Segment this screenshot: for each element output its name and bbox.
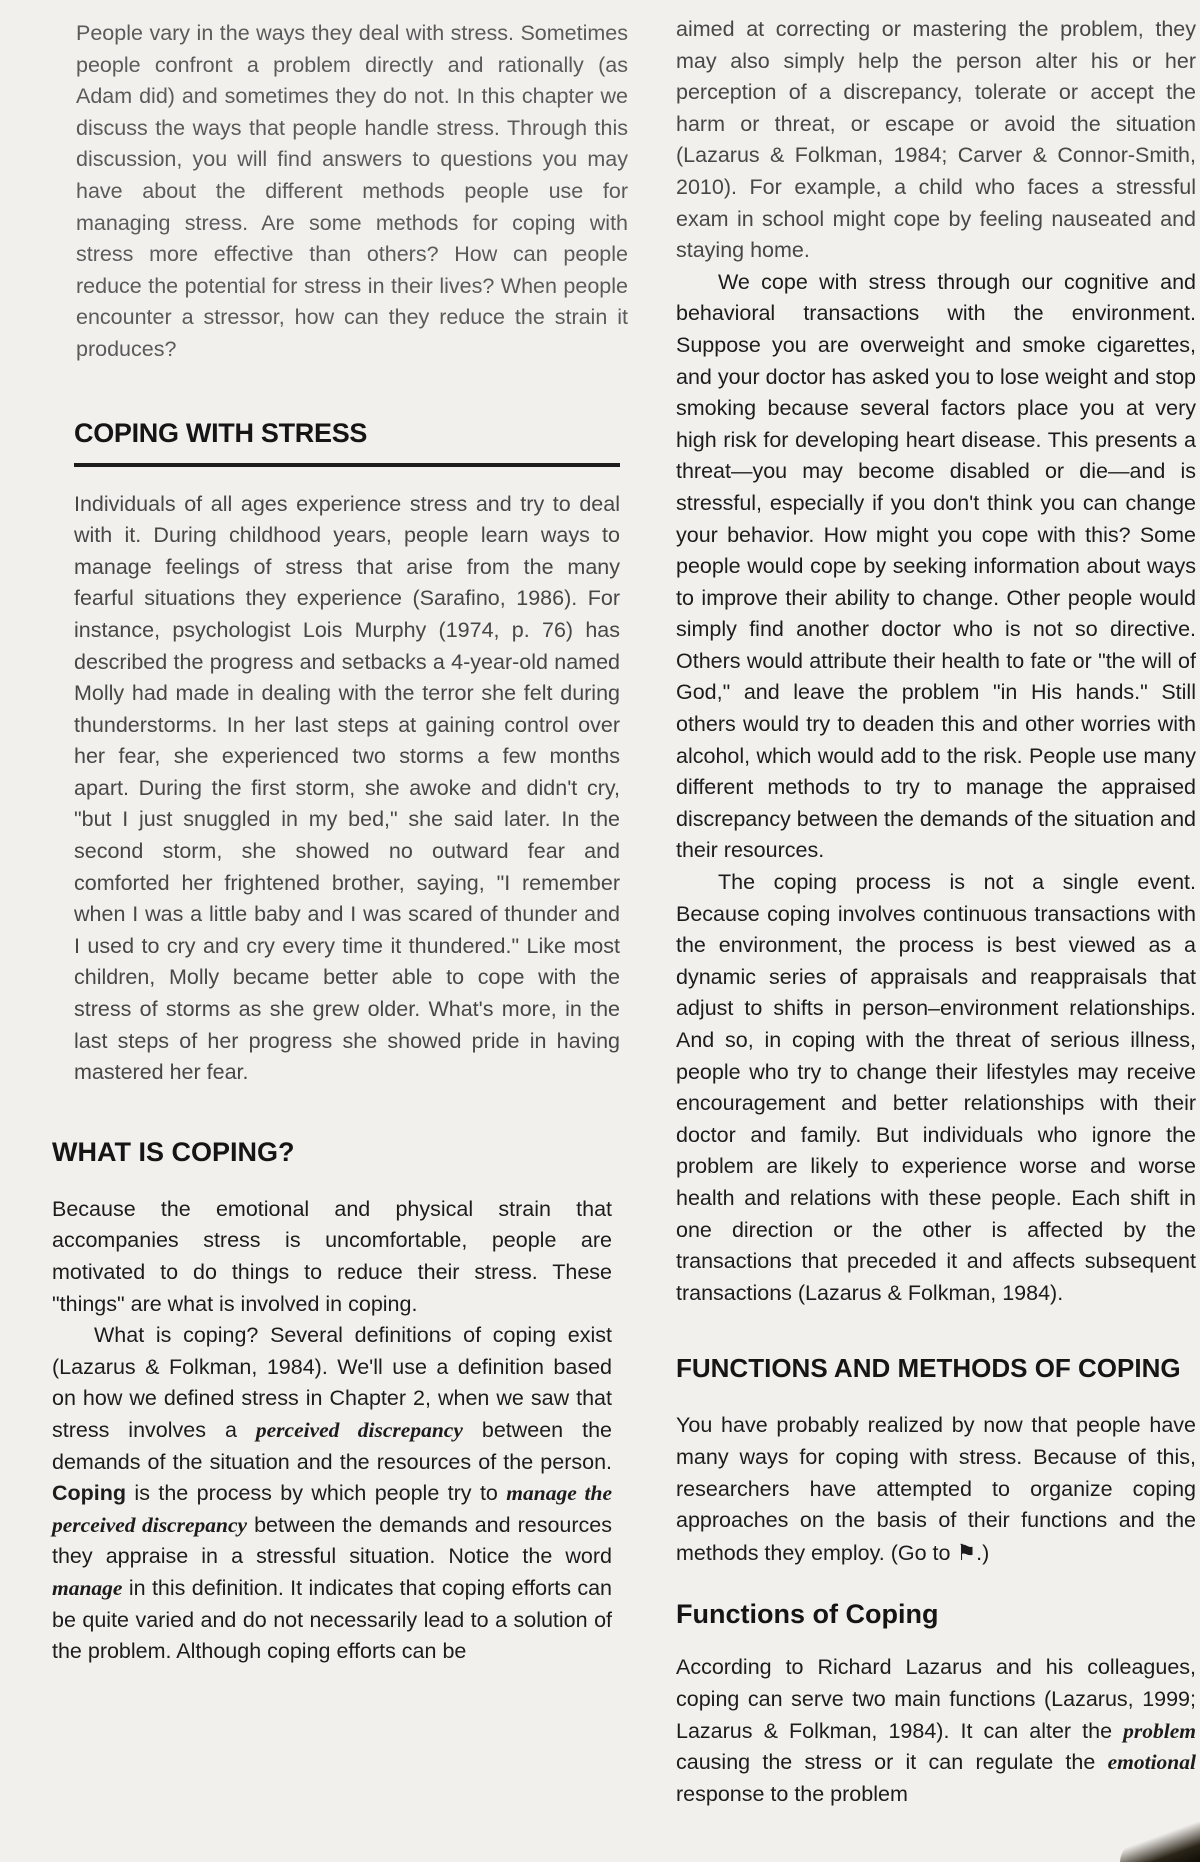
section-functions-of-coping bbox=[676, 1599, 1196, 1810]
section-paragraph: The coping process is not a single event. Because coping involves continuous transactions with the environment, the process is best viewed as a dynamic series of appraisals and reappraisals that adjust to shifts in person–environment relationships. And so, in coping with the threat of serious illness, people who try to change their lifestyles may receive encouragement and better relationships with their doctor and family. But individuals who ignore the problem are likely to experience worse and worse health and relations with these people. Each shift in one direction or the other is affected by the transactions that preceded it and affects subsequent transactions (Lazarus & Folkman, 1984). bbox=[676, 870, 1196, 1305]
key-term: Coping bbox=[52, 1481, 127, 1506]
section-functions-and-methods bbox=[676, 1353, 1196, 1569]
section-coping-with-stress bbox=[14, 418, 634, 1089]
section-paragraph bbox=[676, 1652, 1196, 1810]
section-heading: FUNCTIONS AND METHODS OF COPING bbox=[676, 1353, 1181, 1384]
emphasis-term: manage the perceived discrepancy bbox=[52, 1481, 612, 1537]
text-run: What is coping? Several definitions of coping exist (Lazarus & Folkman, 1984). We'll use a definition based on how we defined stress in Chapter 2, when we saw that stress involves a bbox=[52, 1323, 612, 1442]
text-run: between the demands of the situation and the resources of the person. bbox=[52, 1417, 612, 1474]
page-curl-shadow bbox=[1120, 1822, 1200, 1862]
section-heading: COPING WITH STRESS bbox=[74, 417, 368, 448]
emphasis-term: manage bbox=[52, 1575, 123, 1600]
text-run: is the process by which people try to bbox=[126, 1481, 507, 1506]
section-heading: WHAT IS COPING? bbox=[52, 1136, 295, 1167]
text-run: in this definition. It indicates that coping efforts can be quite varied and do not necessarily lead to a solution of the problem. Although coping efforts can be bbox=[52, 1575, 612, 1664]
section-paragraph: Individuals of all ages experience stress and try to deal with it. During childhood years, people learn ways to manage feelings of stress that arise from the many fearful situations they experience (Sarafino, 1986). For instance, psychologist Lois Murphy (1974, p. 76) has described the progress and setbacks a 4-year-old named Molly had made in dealing with the terror she felt during thunderstorms. In her last steps at gaining control over her fear, she experienced two storms a few months apart. During the first storm, she awoke and didn't cry, "but I just snuggled in my bed," she said later. In the second storm, she showed no outward fear and comforted her frightened brother, saying, "I remember when I was a little baby and I was scared of thunder and I used to cry and cry every time it thundered." Like most children, Molly became better able to cope with the stress of storms as she grew older. What's more, in the last steps of her progress she showed pride in having mastered her fear. bbox=[74, 491, 620, 1085]
text-run: .) bbox=[976, 1540, 990, 1565]
emphasis-term: perceived discrepancy bbox=[255, 1417, 463, 1442]
coping-definition-paragraph bbox=[52, 1320, 612, 1668]
text-run: According to Richard Lazarus and his colleagues, coping can serve two main functions (Lazarus, 1999; Lazarus & Folkman, 1984). It can alter the bbox=[676, 1655, 1196, 1743]
text-run: You have probably realized by now that people have many ways for coping with stress. Because of this, researchers have attempted to organize coping approaches on the basis of their functions and the methods they employ. (Go to bbox=[676, 1413, 1196, 1565]
right-column bbox=[676, 14, 1196, 1810]
web-link-icon[interactable]: ⚑ bbox=[956, 1539, 977, 1565]
text-run: between the demands and resources they appraise in a stressful situation. Notice the word bbox=[52, 1512, 613, 1569]
section-heading: Functions of Coping bbox=[676, 1599, 939, 1630]
text-run: response to the problem bbox=[676, 1781, 908, 1806]
section-paragraph: Because the emotional and physical strain that accompanies stress is uncomfortable, people are motivated to do things to reduce their stress. These "things" are what is involved in coping. bbox=[52, 1196, 612, 1316]
left-column bbox=[14, 14, 634, 1668]
heading-rule bbox=[74, 463, 620, 467]
emphasis-term: problem bbox=[1123, 1718, 1196, 1743]
section-paragraph bbox=[676, 1410, 1196, 1569]
section-paragraph: aimed at correcting or mastering the problem, they may also simply help the person alter his or her perception of a discrepancy, tolerate or accept the harm or threat, or escape or avoid the situation (Lazarus & Folkman, 1984; Carver & Connor-Smith, 2010). For example, a child who faces a stressful exam in school might cope by feeling nauseated and staying home. bbox=[676, 17, 1196, 263]
section-paragraph: We cope with stress through our cognitive and behavioral transactions with the environment. Suppose you are overweight and smoke cigarettes, and your doctor has asked you to lose weight and stop smoking because several factors place you at very high risk for developing heart disease. This presents a threat—you may become disabled or die—and is stressful, especially if you don't think you can change your behavior. How might you cope with this? Some people would cope by seeking information about ways to improve their ability to change. Other people would simply find another doctor who is not so directive. Others would attribute their health to fate or "the will of God," and leave the problem "in His hands." Still others would try to deaden this and other worries with alcohol, which would add to the risk. People use many different methods to try to manage the appraised discrepancy between the demands of the situation and their resources. bbox=[676, 269, 1196, 863]
emphasis-term: emotional bbox=[1107, 1750, 1196, 1775]
section-what-is-coping bbox=[14, 1137, 634, 1668]
text-run: causing the stress or it can regulate the bbox=[676, 1750, 1108, 1775]
intro-paragraph: People vary in the ways they deal with stress. Sometimes people confront a problem directly and rationally (as Adam did) and sometimes they do not. In this chapter we discuss the ways that people handle stress. Through this discussion, you will find answers to questions you may have about the different methods people use for managing stress. Are some methods for coping with stress more effective than others? How can people reduce the potential for stress in their lives? When people encounter a stressor, how can they reduce the strain it produces? bbox=[76, 21, 628, 361]
